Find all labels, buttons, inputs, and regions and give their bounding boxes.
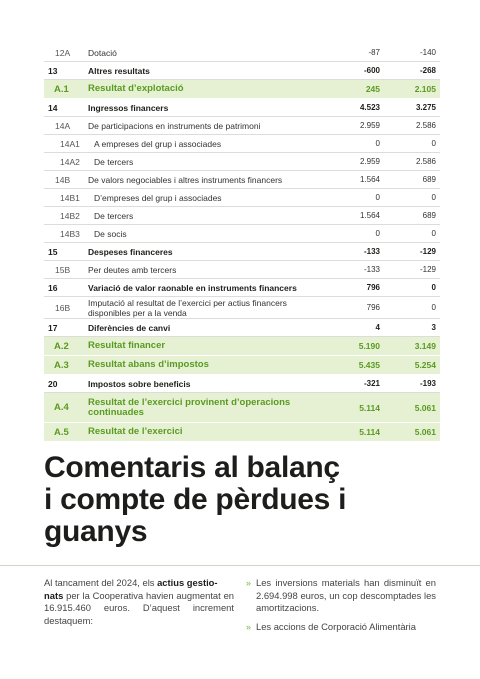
table-row <box>44 375 440 393</box>
bullet-text: Les inversions materials han disminuït en 2.694.998 euros, un cop descomptades les amortitzacions. <box>256 577 436 614</box>
value-2023: -129 <box>419 247 436 256</box>
bullet-item <box>246 577 436 615</box>
value-2024: 4.523 <box>359 103 380 112</box>
result-row <box>44 423 440 442</box>
table-row <box>44 319 440 337</box>
divider <box>0 565 480 566</box>
row-label: Variació de valor raonable en instruments financers <box>88 282 297 293</box>
value-2024: 1.564 <box>359 211 380 220</box>
value-2024: 0 <box>375 139 380 148</box>
row-code: 14B <box>55 174 71 185</box>
heading-line-3: guanys <box>44 515 148 548</box>
row-code: 14A2 <box>60 156 80 167</box>
row-label: A empreses del grup i associades <box>94 138 222 149</box>
row-code: 14A1 <box>60 138 80 149</box>
row-code: 14 <box>48 102 58 113</box>
value-2024: 5.435 <box>358 360 380 370</box>
value-2023: 2.586 <box>415 121 436 130</box>
value-2023: 689 <box>422 211 436 220</box>
row-code: 14B2 <box>60 210 80 221</box>
value-2023: 0 <box>431 229 436 238</box>
section-heading <box>44 452 444 548</box>
value-2023: 5.061 <box>414 427 436 437</box>
row-code: 15 <box>48 246 58 257</box>
value-2024: 5.114 <box>359 402 380 413</box>
table-row <box>44 135 440 153</box>
row-label: Impostos sobre beneficis <box>88 378 191 389</box>
table-row <box>44 261 440 279</box>
value-2023: 2.586 <box>415 157 436 166</box>
value-2023: 3.149 <box>414 341 436 351</box>
bullet-list <box>246 577 436 639</box>
value-2024: 5.114 <box>359 427 380 437</box>
value-2024: 0 <box>375 229 380 238</box>
row-code: A.3 <box>54 359 69 371</box>
table-row <box>44 117 440 135</box>
value-2023: -140 <box>419 48 436 57</box>
table-row <box>44 297 440 319</box>
table-row <box>44 225 440 243</box>
row-code: 15B <box>55 264 71 275</box>
heading-line-1: Comentaris al balanç <box>44 451 340 484</box>
row-label: Resultat de l’exercici <box>88 426 183 437</box>
result-row <box>44 80 440 99</box>
value-2023: -193 <box>419 379 436 388</box>
row-label: Resultat financer <box>88 340 166 351</box>
row-code: 14B3 <box>60 228 80 239</box>
row-label: Imputació al resultat de l’exercici per actius financers disponibles per a la venda <box>88 297 287 318</box>
table-row <box>44 207 440 225</box>
value-2023: 3 <box>431 323 436 332</box>
result-row <box>44 393 440 423</box>
row-code: 20 <box>48 378 58 389</box>
intro-bold-1: actius gestio- <box>157 577 218 588</box>
table-row <box>44 44 440 62</box>
value-2024: 245 <box>365 84 380 94</box>
value-2024: -133 <box>363 247 380 256</box>
value-2023: 5.061 <box>414 402 436 413</box>
row-label: D’empreses del grup i associades <box>94 192 222 203</box>
value-2024: 2.959 <box>359 157 380 166</box>
value-2024: 1.564 <box>359 175 380 184</box>
heading-line-2: i compte de pèrdues i <box>44 483 347 516</box>
row-code: A.1 <box>54 83 69 95</box>
value-2023: 5.254 <box>414 360 436 370</box>
row-label: Resultat de l’exercici provinent d’operacions continuades <box>88 396 291 418</box>
intro-text-end: per la Cooperativa havien augmentat en 16.915.460 euros. D’aquest increment destaquem: <box>44 589 234 626</box>
value-2024: -600 <box>363 66 380 75</box>
row-label: Despeses financeres <box>88 246 173 257</box>
row-code: 16 <box>48 282 58 293</box>
result-row <box>44 337 440 356</box>
value-2024: -321 <box>363 379 380 388</box>
row-label: De valors negociables i altres instruments financers <box>88 174 283 185</box>
row-label: De socis <box>94 228 127 239</box>
value-2024: -133 <box>363 265 380 274</box>
row-label: Per deutes amb tercers <box>88 264 177 275</box>
table-row <box>44 153 440 171</box>
profit-loss-table <box>44 44 440 442</box>
value-2024: -87 <box>368 48 380 57</box>
row-label: Resultat abans d’impostos <box>88 359 209 370</box>
row-code: A.5 <box>54 426 69 438</box>
value-2023: 3.275 <box>415 103 436 112</box>
row-code: 16B <box>55 302 71 313</box>
value-2024: 2.959 <box>359 121 380 130</box>
table-row <box>44 279 440 297</box>
row-code: 13 <box>48 65 58 76</box>
table-row <box>44 189 440 207</box>
row-code: 14A <box>55 120 71 131</box>
value-2023: 0 <box>431 283 436 292</box>
bullet-mark: » <box>246 621 252 632</box>
table-row <box>44 99 440 117</box>
value-2023: 0 <box>431 303 436 312</box>
table-row <box>44 243 440 261</box>
row-label: Resultat d’explotació <box>88 83 184 94</box>
result-row <box>44 356 440 375</box>
value-2023: -129 <box>419 265 436 274</box>
row-code: 14B1 <box>60 192 80 203</box>
bullet-item <box>246 621 436 634</box>
row-label: De participacions en instruments de patrimoni <box>88 120 261 131</box>
value-2023: 689 <box>422 175 436 184</box>
value-2023: -268 <box>419 66 436 75</box>
table-row <box>44 62 440 80</box>
row-label: Altres resultats <box>88 65 150 76</box>
row-code: 17 <box>48 322 58 333</box>
intro-text-start: Al tancament del 2024, els <box>44 577 158 588</box>
bullet-text: Les accions de Corporació Alimentària <box>256 620 416 632</box>
table-row <box>44 171 440 189</box>
value-2023: 0 <box>431 139 436 148</box>
row-label: De tercers <box>94 156 134 167</box>
row-code: A.2 <box>54 340 69 352</box>
row-label: Diferències de canvi <box>88 322 171 333</box>
value-2024: 0 <box>375 193 380 202</box>
value-2023: 2.105 <box>414 84 436 94</box>
value-2024: 796 <box>366 283 380 292</box>
row-label: Dotació <box>88 47 117 58</box>
value-2024: 5.190 <box>358 341 380 351</box>
value-2024: 796 <box>366 303 380 312</box>
row-label: Ingressos financers <box>88 102 169 113</box>
row-code: A.4 <box>54 402 69 413</box>
value-2024: 4 <box>375 323 380 332</box>
bullet-mark: » <box>246 578 252 588</box>
row-code: 12A <box>55 47 71 58</box>
row-label: De tercers <box>94 210 134 221</box>
value-2023: 0 <box>431 193 436 202</box>
intro-bold-2: nats <box>44 589 64 601</box>
intro-paragraph <box>44 577 234 627</box>
